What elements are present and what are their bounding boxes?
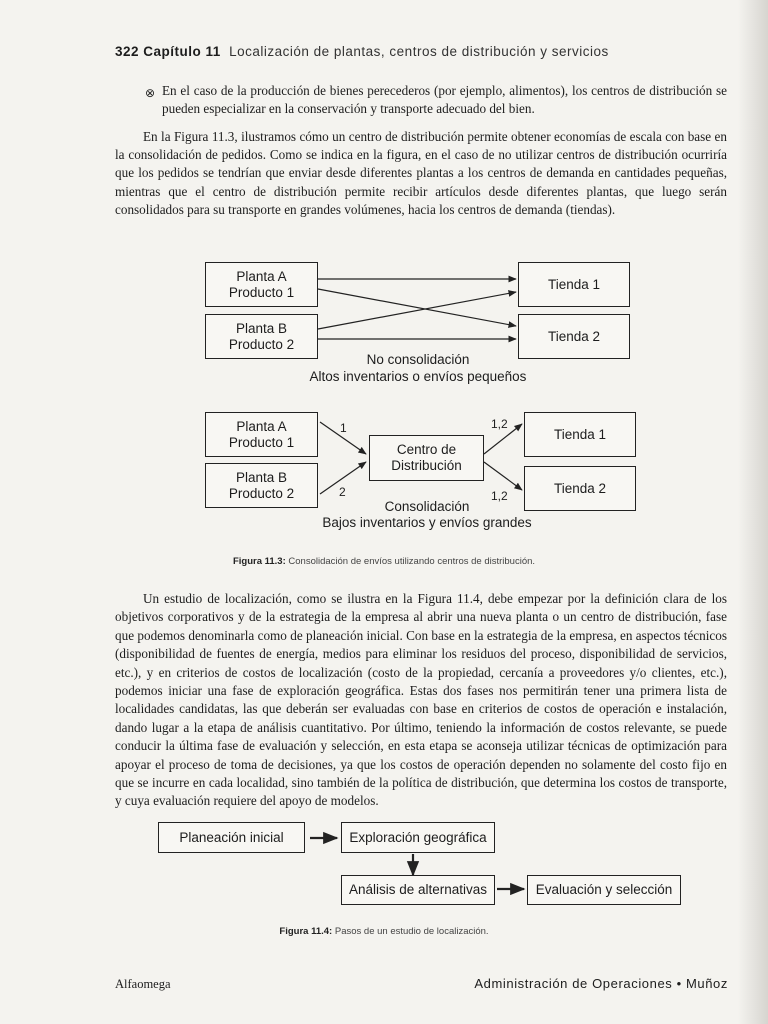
bottom-plant-a-box [205, 412, 318, 457]
page-number: 322 [115, 44, 140, 59]
high-inventory-label: Altos inventarios o envíos pequeños [309, 369, 527, 384]
step-initial-planning-box [158, 822, 305, 853]
top-store-1-label: Tienda 1 [547, 276, 601, 292]
bottom-plant-a-product: Producto 1 [228, 434, 295, 450]
step-geographic-exploration-box [341, 822, 495, 853]
flow-label-store-1: 1,2 [491, 417, 508, 431]
bottom-plant-a-name: Planta A [236, 418, 287, 434]
center-name-line1: Centro de [396, 442, 457, 457]
flow-label-product-1: 1 [340, 421, 347, 435]
consolidation-label: Consolidación [384, 499, 470, 514]
step-alternatives-analysis-box [341, 875, 495, 905]
flow-label-product-2: 2 [339, 485, 346, 499]
arrow-center-to-store2 [484, 462, 522, 490]
bottom-store-1-label: Tienda 1 [553, 426, 607, 442]
center-name-line2: Distribución [391, 458, 462, 473]
step-evaluation-selection-box [527, 875, 681, 905]
top-plant-a-product: Producto 1 [228, 284, 295, 300]
step-geographic-exploration-label: Exploración geográfica [349, 829, 487, 845]
no-consolidation-label: No consolidación [366, 352, 470, 367]
step-evaluation-selection-label: Evaluación y selección [535, 882, 673, 897]
arrow-b-to-store1 [318, 292, 516, 329]
bottom-store-1-box [524, 412, 636, 457]
arrow-a-to-store2 [318, 289, 516, 326]
book-title-footer: Administración de Operaciones • Muñoz [474, 976, 728, 991]
chapter-label: Capítulo 11 [143, 44, 221, 59]
paragraph-figure-11-3-intro: En la Figura 11.3, ilustramos cómo un centro de distribución permite obtener economías de escala con base en la consolidación de pedidos. Como se indica en la figura, en el caso de no utilizar centros de distribución ocurriría que los pedidos se tendrían que enviar desde diferentes plantas a los centros de demanda en cantidades pequeñas, mientras que el centro de distribución permite recibir artículos desde diferentes plantas, que luego serán consolidados para su transporte en grandes volúmenes, hacia los centros de demanda (tiendas). [115, 129, 727, 217]
top-plant-a-box [205, 262, 318, 307]
top-store-1-box [518, 262, 630, 307]
top-store-2-label: Tienda 2 [547, 328, 601, 344]
figure-11-3-caption-label: Figura 11.3: [232, 556, 286, 567]
circled-bullet-icon: ⊗ [145, 86, 156, 100]
figure-11-4-caption-label: Figura 11.4: [279, 926, 333, 937]
top-plant-b-name: Planta B [235, 320, 288, 336]
figure-11-4-caption-text: Pasos de un estudio de localización. [334, 926, 489, 937]
top-plant-a-name: Planta A [236, 268, 287, 284]
distribution-center-box [369, 435, 484, 481]
chapter-title: Localización de plantas, centros de distribución y servicios [229, 44, 609, 59]
publisher-footer: Alfaomega [115, 977, 171, 991]
figure-11-3-caption [0, 556, 768, 567]
bottom-plant-b-name: Planta B [235, 469, 288, 485]
bottom-store-2-label: Tienda 2 [553, 480, 607, 496]
top-plant-b-product: Producto 2 [228, 336, 295, 352]
flow-label-store-2: 1,2 [491, 489, 508, 503]
step-alternatives-analysis-label: Análisis de alternativas [348, 882, 488, 897]
figure-11-3-caption-text: Consolidación de envíos utilizando centros de distribución. [288, 556, 536, 567]
paragraph-location-study: Un estudio de localización, como se ilustra en la Figura 11.4, debe empezar por la definición clara de los objetivos corporativos y de la estrategia de la empresa al abrir una nueva planta o un centro de distribución, fase que podemos denominarla como de planeación inicial. Con base en la estrategia de la empresa, en aspectos técnicos (disponibilidad de fuentes de energía, medios para eliminar los residuos del proceso, disponibilidad de servicios, etc.), y en criterios de costos de localización (costo de la propiedad, cercanía a proveedores y/o clientes, etc.), podemos iniciar una fase de exploración geográfica. Estas dos fases nos permitirán tener una primera lista de localidades candidatas, las que deberán ser evaluadas con base en criterios de costos de operación e instalación, dando lugar a la etapa de análisis cuantitativo. Por último, teniendo la información de costos relevante, se puede conducir la última fase de evaluación y selección, en esta etapa se aconseja utilizar técnicas de optimización para apoyar el proceso de toma de decisiones, ya que los costos de operación dependen no solamente del costo fijo en que se incurre en cada localidad, sino también de la política de distribución, que determina los costos de transporte, y cuya evaluación requiere del apoyo de modelos. [115, 591, 727, 809]
low-inventory-label: Bajos inventarios y envíos grandes [322, 515, 532, 530]
bullet-paragraph: En el caso de la producción de bienes perecederos (por ejemplo, alimentos), los centros de distribución se pueden especializar en la conservación y transporte adecuado del bien. [162, 83, 727, 117]
bottom-plant-b-product: Producto 2 [228, 485, 295, 501]
step-initial-planning-label: Planeación inicial [179, 829, 284, 845]
figure-11-4-caption [0, 926, 768, 937]
